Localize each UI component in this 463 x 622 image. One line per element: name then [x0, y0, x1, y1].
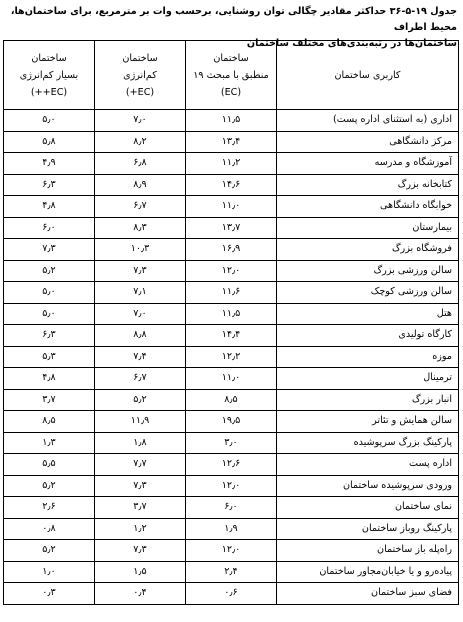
cell-building-use: ترمینال: [277, 368, 459, 390]
cell-ec-plus-value: ۱۰٫۳: [95, 239, 186, 261]
cell-building-use: پیاده‌رو و یا خیابان‌مجاور ساختمان: [277, 561, 459, 583]
cell-ec-plus-plus-value: ۶٫۰: [4, 217, 95, 239]
cell-ec-value: ۱۱٫۶: [186, 282, 277, 304]
cell-building-use: پارکینگ روباز ساختمان: [277, 518, 459, 540]
cell-ec-plus-plus-value: ۵٫۰: [4, 110, 95, 132]
header-ec-plus-plus: ساختمان بسیار کم‌انرژی (EC++): [4, 41, 95, 110]
cell-ec-plus-value: ۱۱٫۹: [95, 411, 186, 433]
cell-building-use: اداری (به استثنای اداره پست): [277, 110, 459, 132]
cell-ec-plus-value: ۸٫۹: [95, 174, 186, 196]
cell-ec-value: ۱۱٫۰: [186, 368, 277, 390]
cell-ec-value: ۰٫۶: [186, 583, 277, 605]
cell-building-use: اداره پست: [277, 454, 459, 476]
cell-ec-value: ۲٫۴: [186, 561, 277, 583]
cell-ec-value: ۱۹٫۵: [186, 411, 277, 433]
header-ec-plus: ساختمان کم‌انرژی (EC+): [95, 41, 186, 110]
table-row: [4, 346, 459, 368]
cell-building-use: فروشگاه بزرگ: [277, 239, 459, 261]
cell-building-use: آموزشگاه و مدرسه: [277, 153, 459, 175]
cell-ec-value: ۱۳٫۷: [186, 217, 277, 239]
cell-building-use: سالن ورزشی بزرگ: [277, 260, 459, 282]
cell-ec-plus-value: ۷٫۷: [95, 454, 186, 476]
cell-building-use: موزه: [277, 346, 459, 368]
table-body: [4, 110, 459, 605]
table-row: [4, 131, 459, 153]
table-row: [4, 497, 459, 519]
cell-ec-value: ۱٫۹: [186, 518, 277, 540]
cell-building-use: بیمارستان: [277, 217, 459, 239]
table-row: [4, 303, 459, 325]
table-row: [4, 110, 459, 132]
cell-building-use: خوابگاه دانشگاهی: [277, 196, 459, 218]
cell-building-use: مرکز دانشگاهی: [277, 131, 459, 153]
cell-ec-plus-plus-value: ۰٫۳: [4, 583, 95, 605]
cell-ec-value: ۶٫۰: [186, 497, 277, 519]
cell-ec-plus-plus-value: ۵٫۲: [4, 475, 95, 497]
table-row: [4, 196, 459, 218]
table-row: [4, 561, 459, 583]
cell-ec-plus-plus-value: ۳٫۷: [4, 389, 95, 411]
table-row: [4, 454, 459, 476]
table-row: [4, 518, 459, 540]
lighting-power-density-table: [3, 40, 459, 605]
cell-ec-value: ۸٫۵: [186, 389, 277, 411]
cell-building-use: سالن همایش و تئاتر: [277, 411, 459, 433]
cell-building-use: انبار بزرگ: [277, 389, 459, 411]
cell-ec-value: ۱۲٫۰: [186, 260, 277, 282]
cell-ec-plus-value: ۵٫۲: [95, 389, 186, 411]
cell-ec-plus-plus-value: ۱٫۰: [4, 561, 95, 583]
cell-ec-plus-value: ۶٫۷: [95, 368, 186, 390]
cell-ec-plus-value: ۷٫۰: [95, 110, 186, 132]
cell-ec-plus-value: ۷٫۱: [95, 282, 186, 304]
cell-ec-value: ۱۲٫۲: [186, 346, 277, 368]
table-row: [4, 153, 459, 175]
cell-ec-plus-plus-value: ۶٫۳: [4, 325, 95, 347]
cell-ec-plus-value: ۰٫۴: [95, 583, 186, 605]
caption-line-2: ساختمان‌ها در رتبه‌بندی‌های مختلف ساختمان: [246, 38, 457, 49]
cell-ec-plus-plus-value: ۱٫۳: [4, 432, 95, 454]
cell-ec-plus-plus-value: ۵٫۰: [4, 282, 95, 304]
cell-ec-plus-plus-value: ۵٫۲: [4, 260, 95, 282]
cell-ec-plus-plus-value: ۲٫۶: [4, 497, 95, 519]
cell-ec-plus-plus-value: ۵٫۳: [4, 346, 95, 368]
cell-ec-plus-value: ۱٫۵: [95, 561, 186, 583]
cell-building-use: سالن ورزشی کوچک: [277, 282, 459, 304]
cell-ec-plus-plus-value: ۴٫۹: [4, 153, 95, 175]
cell-ec-value: ۱۶٫۹: [186, 239, 277, 261]
cell-ec-value: ۱۳٫۴: [186, 131, 277, 153]
cell-ec-plus-plus-value: ۵٫۲: [4, 540, 95, 562]
table-row: [4, 583, 459, 605]
cell-ec-value: ۱۴٫۴: [186, 325, 277, 347]
cell-ec-value: ۳٫۰: [186, 432, 277, 454]
table-row: [4, 260, 459, 282]
cell-ec-plus-value: ۱٫۲: [95, 518, 186, 540]
cell-ec-plus-value: ۶٫۸: [95, 153, 186, 175]
cell-ec-plus-value: ۷٫۴: [95, 346, 186, 368]
cell-building-use: راه‌پله باز ساختمان: [277, 540, 459, 562]
table-row: [4, 282, 459, 304]
cell-ec-plus-value: ۳٫۷: [95, 497, 186, 519]
table-row: [4, 239, 459, 261]
cell-ec-value: ۱۴٫۶: [186, 174, 277, 196]
cell-ec-plus-value: ۱٫۸: [95, 432, 186, 454]
table-row: [4, 217, 459, 239]
cell-ec-plus-plus-value: ۵٫۰: [4, 303, 95, 325]
table-row: [4, 325, 459, 347]
cell-ec-value: ۱۱٫۲: [186, 153, 277, 175]
cell-ec-plus-value: ۸٫۸: [95, 325, 186, 347]
cell-ec-plus-value: ۷٫۰: [95, 303, 186, 325]
cell-ec-plus-plus-value: ۸٫۵: [4, 411, 95, 433]
cell-ec-value: ۱۲٫۶: [186, 454, 277, 476]
cell-ec-plus-plus-value: ۴٫۸: [4, 368, 95, 390]
cell-ec-plus-value: ۷٫۳: [95, 475, 186, 497]
cell-building-use: نمای ساختمان: [277, 497, 459, 519]
cell-ec-value: ۱۱٫۵: [186, 303, 277, 325]
cell-building-use: فضای سبز ساختمان: [277, 583, 459, 605]
header-building-use: کاربری ساختمان: [277, 41, 459, 110]
cell-ec-plus-value: ۸٫۳: [95, 217, 186, 239]
cell-building-use: هتل: [277, 303, 459, 325]
cell-building-use: کارگاه تولیدی: [277, 325, 459, 347]
table-row: [4, 411, 459, 433]
table-row: [4, 174, 459, 196]
cell-ec-plus-value: ۷٫۳: [95, 260, 186, 282]
table-caption: [6, 4, 457, 49]
table-row: [4, 475, 459, 497]
cell-ec-plus-plus-value: ۰٫۸: [4, 518, 95, 540]
cell-ec-value: ۱۲٫۰: [186, 540, 277, 562]
cell-ec-value: ۱۱٫۰: [186, 196, 277, 218]
cell-ec-plus-plus-value: ۷٫۳: [4, 239, 95, 261]
cell-ec-plus-value: ۶٫۷: [95, 196, 186, 218]
cell-ec-plus-plus-value: ۴٫۸: [4, 196, 95, 218]
table-row: [4, 432, 459, 454]
cell-ec-plus-value: ۷٫۳: [95, 540, 186, 562]
cell-building-use: پارکینگ بزرگ سرپوشیده: [277, 432, 459, 454]
cell-ec-plus-plus-value: ۵٫۸: [4, 131, 95, 153]
cell-ec-plus-plus-value: ۵٫۵: [4, 454, 95, 476]
caption-line-1: جدول ۱۹-۵-۳۶ حداکثر مقادیر چگالی توان روشنایی، برحسب وات بر مترمربع، برای ساختمان‌ها، محیط اطراف: [10, 6, 457, 33]
cell-ec-value: ۱۲٫۰: [186, 475, 277, 497]
table-row: [4, 389, 459, 411]
header-ec: ساختمان منطبق با مبحث ۱۹ (EC): [186, 41, 277, 110]
table-row: [4, 540, 459, 562]
cell-ec-value: ۱۱٫۵: [186, 110, 277, 132]
cell-building-use: کتابخانه بزرگ: [277, 174, 459, 196]
table-row: [4, 368, 459, 390]
cell-building-use: ورودی سرپوشیده ساختمان: [277, 475, 459, 497]
cell-ec-plus-value: ۸٫۲: [95, 131, 186, 153]
cell-ec-plus-plus-value: ۶٫۳: [4, 174, 95, 196]
